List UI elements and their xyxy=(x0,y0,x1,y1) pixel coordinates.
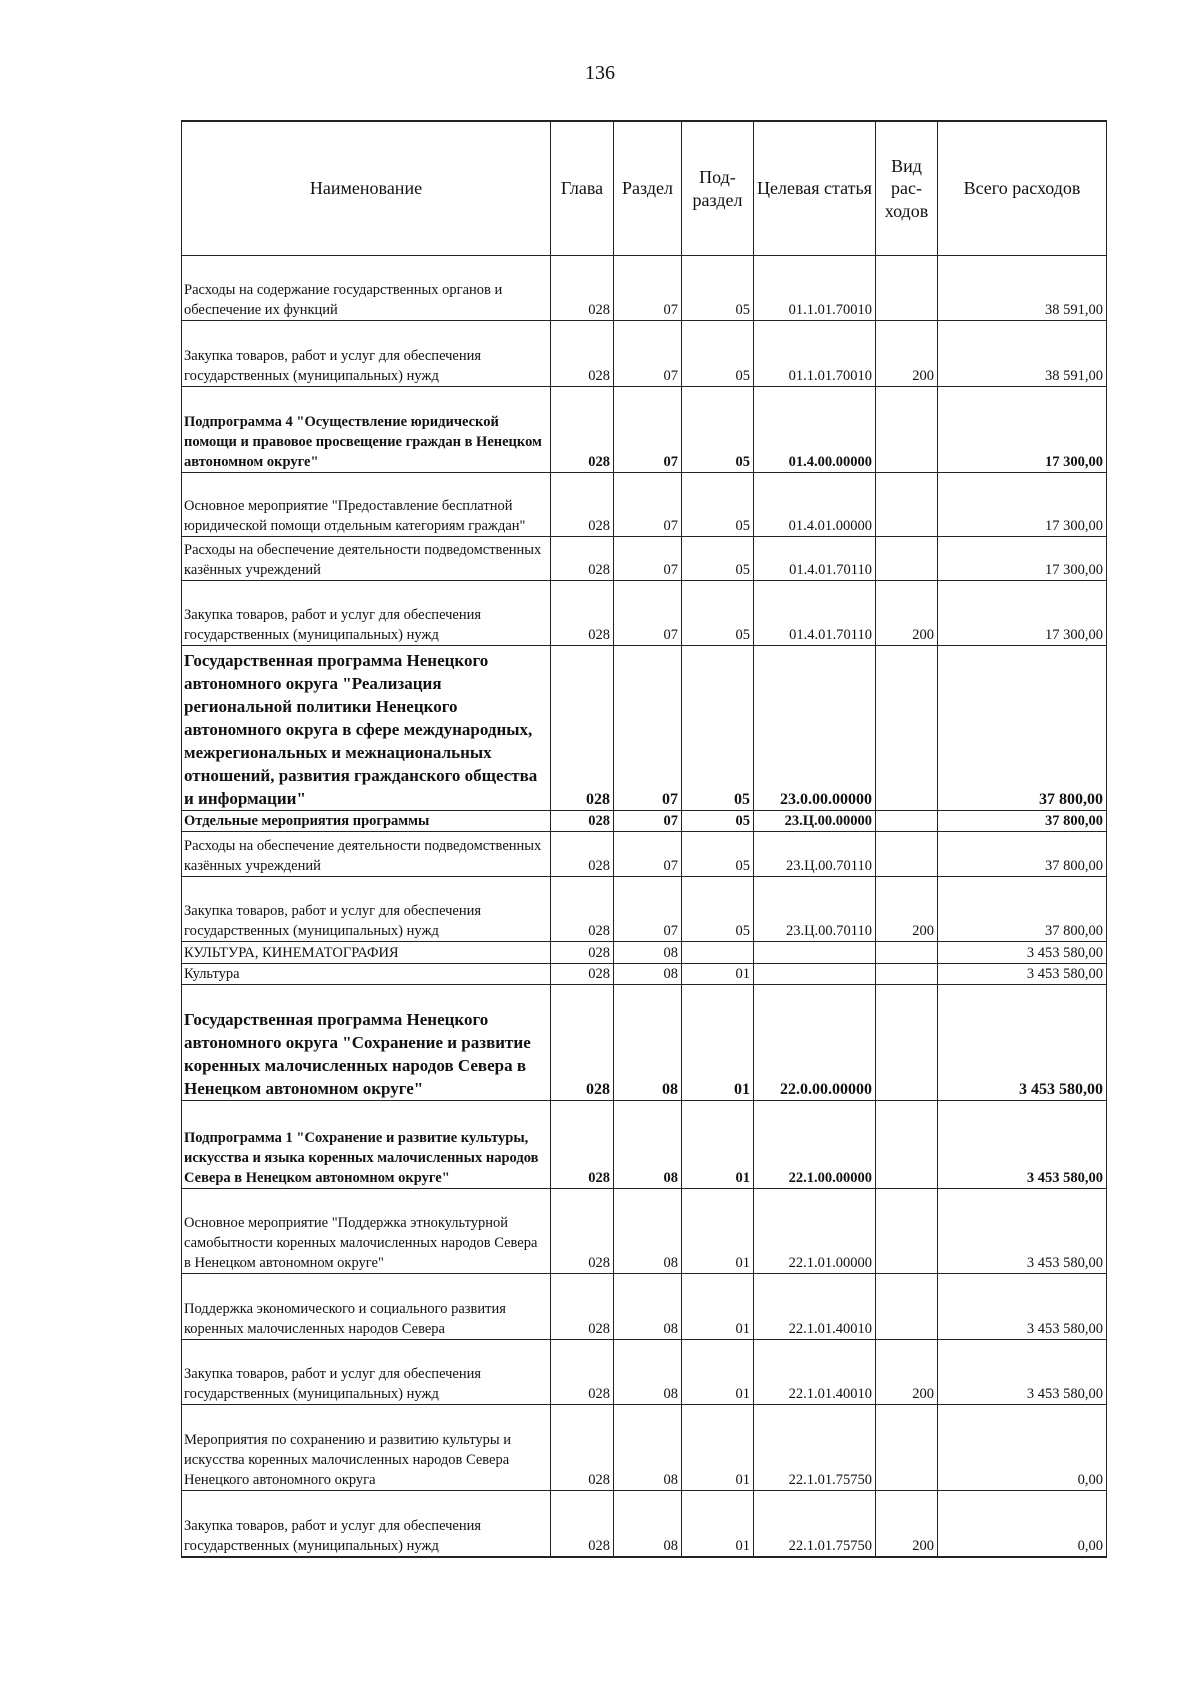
cell-podrazdel: 01 xyxy=(682,985,754,1101)
cell-podrazdel: 01 xyxy=(682,1274,754,1340)
cell-vid: 200 xyxy=(876,1491,938,1557)
cell-name: Культура xyxy=(182,964,551,985)
cell-glava: 028 xyxy=(551,537,614,581)
cell-podrazdel: 01 xyxy=(682,1340,754,1405)
table-row xyxy=(182,321,1107,387)
cell-razdel: 08 xyxy=(614,985,682,1101)
cell-total: 17 300,00 xyxy=(938,473,1107,537)
cell-glava: 028 xyxy=(551,473,614,537)
cell-statya: 23.Ц.00.70110 xyxy=(754,877,876,942)
cell-razdel: 08 xyxy=(614,1189,682,1274)
cell-razdel: 08 xyxy=(614,1274,682,1340)
cell-razdel: 07 xyxy=(614,646,682,811)
cell-podrazdel: 01 xyxy=(682,1491,754,1557)
cell-name: Поддержка экономического и социального развития коренных малочисленных народов Севера xyxy=(182,1274,551,1340)
cell-name: Закупка товаров, работ и услуг для обеспечения государственных (муниципальных) нужд xyxy=(182,1340,551,1405)
cell-total: 37 800,00 xyxy=(938,646,1107,811)
table-row xyxy=(182,581,1107,646)
table-row xyxy=(182,877,1107,942)
header-name: Наименование xyxy=(182,121,551,256)
cell-vid xyxy=(876,832,938,877)
table-row xyxy=(182,537,1107,581)
cell-statya: 22.1.01.75750 xyxy=(754,1491,876,1557)
page-number: 136 xyxy=(585,62,615,84)
cell-vid xyxy=(876,985,938,1101)
cell-name: Закупка товаров, работ и услуг для обеспечения государственных (муниципальных) нужд xyxy=(182,581,551,646)
header-podrazdel: Под-раздел xyxy=(682,121,754,256)
cell-name: Подпрограмма 1 "Сохранение и развитие культуры, искусства и языка коренных малочисленных народов Севера в Ненецком автономном округе" xyxy=(182,1101,551,1189)
table-row xyxy=(182,985,1107,1101)
cell-statya: 01.4.01.70110 xyxy=(754,581,876,646)
cell-podrazdel: 01 xyxy=(682,1189,754,1274)
cell-razdel: 07 xyxy=(614,832,682,877)
cell-podrazdel: 05 xyxy=(682,321,754,387)
cell-statya: 01.4.00.00000 xyxy=(754,387,876,473)
table-row xyxy=(182,832,1107,877)
table-row xyxy=(182,1101,1107,1189)
cell-razdel: 07 xyxy=(614,473,682,537)
cell-statya: 23.Ц.00.70110 xyxy=(754,832,876,877)
cell-podrazdel: 05 xyxy=(682,832,754,877)
table-row xyxy=(182,1189,1107,1274)
cell-glava: 028 xyxy=(551,321,614,387)
table-row xyxy=(182,942,1107,964)
cell-name: Закупка товаров, работ и услуг для обеспечения государственных (муниципальных) нужд xyxy=(182,321,551,387)
cell-glava: 028 xyxy=(551,387,614,473)
cell-podrazdel: 05 xyxy=(682,387,754,473)
cell-name: Расходы на обеспечение деятельности подведомственных казённых учреждений xyxy=(182,537,551,581)
budget-table xyxy=(181,120,1107,1558)
cell-glava: 028 xyxy=(551,832,614,877)
table-row xyxy=(182,646,1107,811)
cell-statya: 01.1.01.70010 xyxy=(754,256,876,321)
cell-vid xyxy=(876,1189,938,1274)
cell-razdel: 08 xyxy=(614,1101,682,1189)
cell-glava: 028 xyxy=(551,1189,614,1274)
cell-total: 37 800,00 xyxy=(938,832,1107,877)
cell-podrazdel: 05 xyxy=(682,811,754,832)
cell-name: Расходы на содержание государственных органов и обеспечение их функций xyxy=(182,256,551,321)
cell-statya xyxy=(754,942,876,964)
cell-name: Основное мероприятие "Предоставление бесплатной юридической помощи отдельным категориям граждан" xyxy=(182,473,551,537)
cell-statya: 22.1.01.40010 xyxy=(754,1340,876,1405)
cell-razdel: 08 xyxy=(614,964,682,985)
cell-razdel: 07 xyxy=(614,256,682,321)
cell-name: Закупка товаров, работ и услуг для обеспечения государственных (муниципальных) нужд xyxy=(182,877,551,942)
table-header-row xyxy=(182,121,1107,256)
cell-vid xyxy=(876,473,938,537)
cell-statya: 01.1.01.70010 xyxy=(754,321,876,387)
cell-statya: 01.4.01.70110 xyxy=(754,537,876,581)
cell-vid: 200 xyxy=(876,321,938,387)
header-vid: Вид рас-ходов xyxy=(876,121,938,256)
table-row xyxy=(182,1405,1107,1491)
cell-glava: 028 xyxy=(551,985,614,1101)
cell-podrazdel: 01 xyxy=(682,1101,754,1189)
cell-podrazdel: 05 xyxy=(682,581,754,646)
cell-glava: 028 xyxy=(551,581,614,646)
cell-total: 3 453 580,00 xyxy=(938,942,1107,964)
cell-total: 3 453 580,00 xyxy=(938,1340,1107,1405)
cell-total: 17 300,00 xyxy=(938,387,1107,473)
cell-vid xyxy=(876,646,938,811)
cell-total: 37 800,00 xyxy=(938,877,1107,942)
cell-razdel: 07 xyxy=(614,877,682,942)
cell-statya: 22.1.01.75750 xyxy=(754,1405,876,1491)
cell-vid: 200 xyxy=(876,877,938,942)
cell-razdel: 07 xyxy=(614,581,682,646)
cell-name: Мероприятия по сохранению и развитию культуры и искусства коренных малочисленных народов Севера Ненецкого автономного округа xyxy=(182,1405,551,1491)
cell-total: 3 453 580,00 xyxy=(938,985,1107,1101)
table-row xyxy=(182,473,1107,537)
cell-podrazdel: 05 xyxy=(682,473,754,537)
cell-total: 3 453 580,00 xyxy=(938,1101,1107,1189)
cell-glava: 028 xyxy=(551,1491,614,1557)
cell-glava: 028 xyxy=(551,646,614,811)
cell-glava: 028 xyxy=(551,1274,614,1340)
cell-total: 38 591,00 xyxy=(938,321,1107,387)
cell-vid xyxy=(876,811,938,832)
cell-statya: 23.0.00.00000 xyxy=(754,646,876,811)
cell-name: Расходы на обеспечение деятельности подведомственных казённых учреждений xyxy=(182,832,551,877)
header-statya: Целевая статья xyxy=(754,121,876,256)
cell-statya: 22.1.00.00000 xyxy=(754,1101,876,1189)
cell-name: Подпрограмма 4 "Осуществление юридической помощи и правовое просвещение граждан в Ненецком автономном округе" xyxy=(182,387,551,473)
cell-name: Государственная программа Ненецкого автономного округа "Сохранение и развитие коренных малочисленных народов Севера в Ненецком автономном округе" xyxy=(182,985,551,1101)
cell-statya: 22.0.00.00000 xyxy=(754,985,876,1101)
table-row xyxy=(182,1340,1107,1405)
cell-total: 3 453 580,00 xyxy=(938,1189,1107,1274)
header-total: Всего расходов xyxy=(938,121,1107,256)
cell-podrazdel: 05 xyxy=(682,646,754,811)
cell-statya xyxy=(754,964,876,985)
header-glava: Глава xyxy=(551,121,614,256)
table-row xyxy=(182,1274,1107,1340)
cell-razdel: 07 xyxy=(614,537,682,581)
cell-total: 37 800,00 xyxy=(938,811,1107,832)
cell-vid xyxy=(876,537,938,581)
cell-vid xyxy=(876,964,938,985)
cell-total: 3 453 580,00 xyxy=(938,1274,1107,1340)
cell-glava: 028 xyxy=(551,1405,614,1491)
cell-vid xyxy=(876,387,938,473)
cell-vid: 200 xyxy=(876,1340,938,1405)
table-row xyxy=(182,964,1107,985)
cell-statya: 22.1.01.00000 xyxy=(754,1189,876,1274)
cell-razdel: 07 xyxy=(614,387,682,473)
cell-vid xyxy=(876,256,938,321)
cell-podrazdel: 05 xyxy=(682,256,754,321)
cell-vid xyxy=(876,1274,938,1340)
cell-name: Основное мероприятие "Поддержка этнокультурной самобытности коренных малочисленных народов Севера в Ненецком автономном округе" xyxy=(182,1189,551,1274)
cell-total: 17 300,00 xyxy=(938,581,1107,646)
header-razdel: Раздел xyxy=(614,121,682,256)
cell-name: КУЛЬТУРА, КИНЕМАТОГРАФИЯ xyxy=(182,942,551,964)
cell-statya: 22.1.01.40010 xyxy=(754,1274,876,1340)
cell-total: 0,00 xyxy=(938,1491,1107,1557)
cell-podrazdel: 01 xyxy=(682,1405,754,1491)
cell-name: Отдельные мероприятия программы xyxy=(182,811,551,832)
table-row xyxy=(182,1491,1107,1557)
cell-glava: 028 xyxy=(551,256,614,321)
table-row xyxy=(182,256,1107,321)
cell-vid xyxy=(876,1101,938,1189)
cell-glava: 028 xyxy=(551,811,614,832)
cell-podrazdel xyxy=(682,942,754,964)
cell-statya: 23.Ц.00.00000 xyxy=(754,811,876,832)
cell-razdel: 08 xyxy=(614,1491,682,1557)
table-row xyxy=(182,387,1107,473)
cell-vid xyxy=(876,942,938,964)
cell-total: 17 300,00 xyxy=(938,537,1107,581)
table-row xyxy=(182,811,1107,832)
cell-podrazdel: 05 xyxy=(682,537,754,581)
cell-glava: 028 xyxy=(551,942,614,964)
cell-name: Государственная программа Ненецкого автономного округа "Реализация региональной политики Ненецкого автономного округа в сфере международных, межрегиональных и межнациональных отношений, развития гражданского общества и информации" xyxy=(182,646,551,811)
cell-vid xyxy=(876,1405,938,1491)
cell-razdel: 08 xyxy=(614,1405,682,1491)
cell-statya: 01.4.01.00000 xyxy=(754,473,876,537)
cell-glava: 028 xyxy=(551,1340,614,1405)
cell-total: 3 453 580,00 xyxy=(938,964,1107,985)
cell-podrazdel: 01 xyxy=(682,964,754,985)
cell-podrazdel: 05 xyxy=(682,877,754,942)
cell-glava: 028 xyxy=(551,877,614,942)
cell-vid: 200 xyxy=(876,581,938,646)
cell-razdel: 07 xyxy=(614,811,682,832)
cell-total: 38 591,00 xyxy=(938,256,1107,321)
cell-razdel: 08 xyxy=(614,1340,682,1405)
cell-razdel: 08 xyxy=(614,942,682,964)
cell-glava: 028 xyxy=(551,1101,614,1189)
cell-name: Закупка товаров, работ и услуг для обеспечения государственных (муниципальных) нужд xyxy=(182,1491,551,1557)
cell-total: 0,00 xyxy=(938,1405,1107,1491)
cell-glava: 028 xyxy=(551,964,614,985)
cell-razdel: 07 xyxy=(614,321,682,387)
